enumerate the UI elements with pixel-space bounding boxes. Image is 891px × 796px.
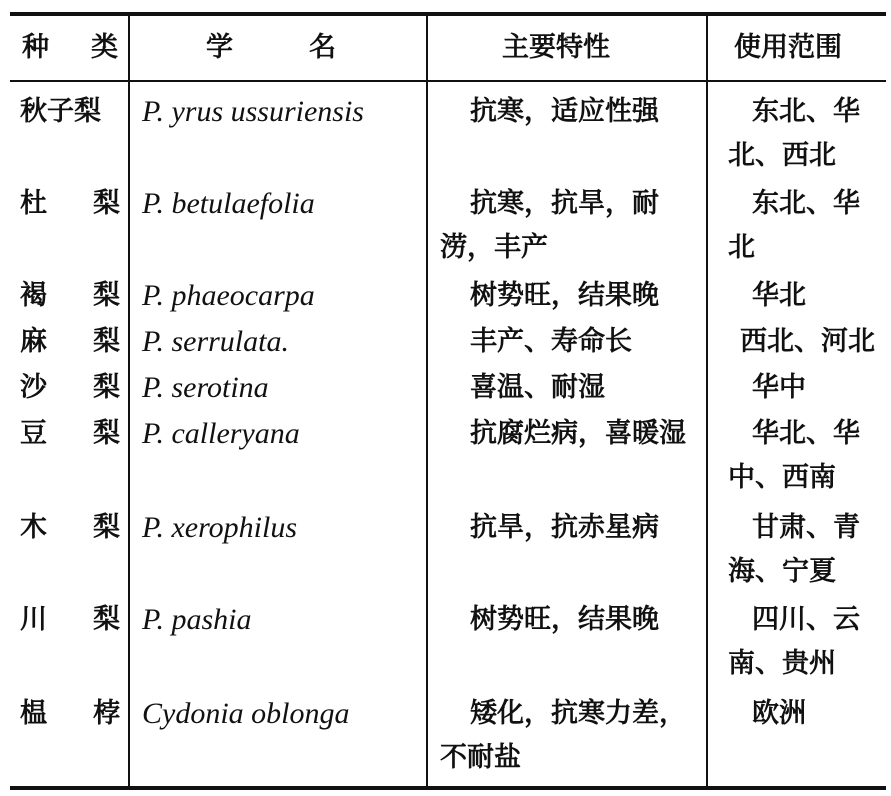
row-5-scientific-name: P. serotina — [142, 371, 269, 404]
column-divider-3 — [706, 12, 708, 790]
row-1-usage-region: 东北、华北、西北 — [728, 96, 860, 171]
row-6-scientific-name: P. calleryana — [142, 417, 300, 450]
row-4-features: 丰产、寿命长 — [470, 326, 632, 357]
row-4-scientific-name: P. serrulata. — [142, 325, 289, 358]
row-6-species-char-1: 豆 — [20, 418, 47, 449]
row-5-features: 喜温、耐湿 — [470, 372, 605, 403]
row-1-features: 抗寒，适应性强 — [470, 96, 659, 127]
table-bottom-rule — [10, 786, 886, 790]
row-2-features: 抗寒，抗旱，耐涝，丰产 — [440, 188, 659, 263]
row-8-species-char-1: 川 — [20, 604, 47, 635]
row-8-usage-region: 四川、云南、贵州 — [728, 604, 860, 679]
row-2-species-char-2: 梨 — [93, 188, 120, 219]
row-5-species-char-1: 沙 — [20, 372, 47, 403]
row-2-species-char-1: 杜 — [20, 188, 47, 219]
row-3-species — [20, 274, 120, 318]
row-4-usage-region: 西北、河北 — [740, 326, 875, 357]
table-top-rule — [10, 12, 886, 16]
header-species-char-1: 种 — [22, 32, 49, 63]
row-5-usage-region: 华中 — [752, 372, 806, 403]
row-1-species — [20, 90, 101, 134]
row-7-species-char-1: 木 — [20, 512, 47, 543]
row-1-species-name: 秋子梨 — [20, 96, 101, 127]
header-sci-char-2: 名 — [309, 32, 336, 63]
row-9-species — [20, 692, 120, 736]
header-divider-rule — [10, 80, 886, 82]
row-8-species — [20, 598, 120, 642]
row-6-species — [20, 412, 120, 456]
row-7-species — [20, 506, 120, 550]
row-3-species-char-2: 梨 — [93, 280, 120, 311]
row-8-scientific-name: P. pashia — [142, 603, 252, 636]
header-usage-region: 使用范围 — [734, 32, 842, 63]
row-7-species-char-2: 梨 — [93, 512, 120, 543]
row-5-species-char-2: 梨 — [93, 372, 120, 403]
row-5-species — [20, 366, 120, 410]
row-3-usage-region: 华北 — [752, 280, 806, 311]
row-4-species — [20, 320, 120, 364]
row-9-features: 矮化，抗寒力差，不耐盐 — [440, 698, 686, 773]
row-9-usage-region: 欧洲 — [752, 698, 806, 729]
row-7-features: 抗旱，抗赤星病 — [470, 512, 659, 543]
pear-rootstock-table — [10, 12, 886, 790]
column-divider-1 — [128, 12, 130, 790]
row-4-species-char-2: 梨 — [93, 326, 120, 357]
header-species — [22, 26, 118, 70]
row-3-scientific-name: P. phaeocarpa — [142, 279, 315, 312]
row-7-scientific-name: P. xerophilus — [142, 511, 297, 544]
row-7-usage-region: 甘肃、青海、宁夏 — [728, 512, 860, 587]
row-6-features: 抗腐烂病，喜暖湿 — [470, 418, 686, 449]
header-species-char-2: 类 — [91, 32, 118, 63]
row-1-scientific-name: P. yrus ussuriensis — [142, 95, 364, 128]
row-9-species-char-1: 榅 — [20, 698, 47, 729]
row-2-scientific-name: P. betulaefolia — [142, 187, 315, 220]
column-divider-2 — [426, 12, 428, 790]
row-6-species-char-2: 梨 — [93, 418, 120, 449]
header-sci-char-1: 学 — [206, 32, 233, 63]
row-3-species-char-1: 褐 — [20, 280, 47, 311]
row-2-species — [20, 182, 120, 226]
row-8-species-char-2: 梨 — [93, 604, 120, 635]
row-9-scientific-name: Cydonia oblonga — [142, 697, 350, 730]
row-2-usage-region: 东北、华北 — [728, 188, 860, 263]
row-6-usage-region: 华北、华中、西南 — [728, 418, 860, 493]
row-4-species-char-1: 麻 — [20, 326, 47, 357]
row-8-features: 树势旺，结果晚 — [470, 604, 659, 635]
header-features: 主要特性 — [502, 32, 610, 63]
header-scientific-name — [206, 26, 336, 70]
row-3-features: 树势旺，结果晚 — [470, 280, 659, 311]
row-9-species-char-2: 桲 — [93, 698, 120, 729]
